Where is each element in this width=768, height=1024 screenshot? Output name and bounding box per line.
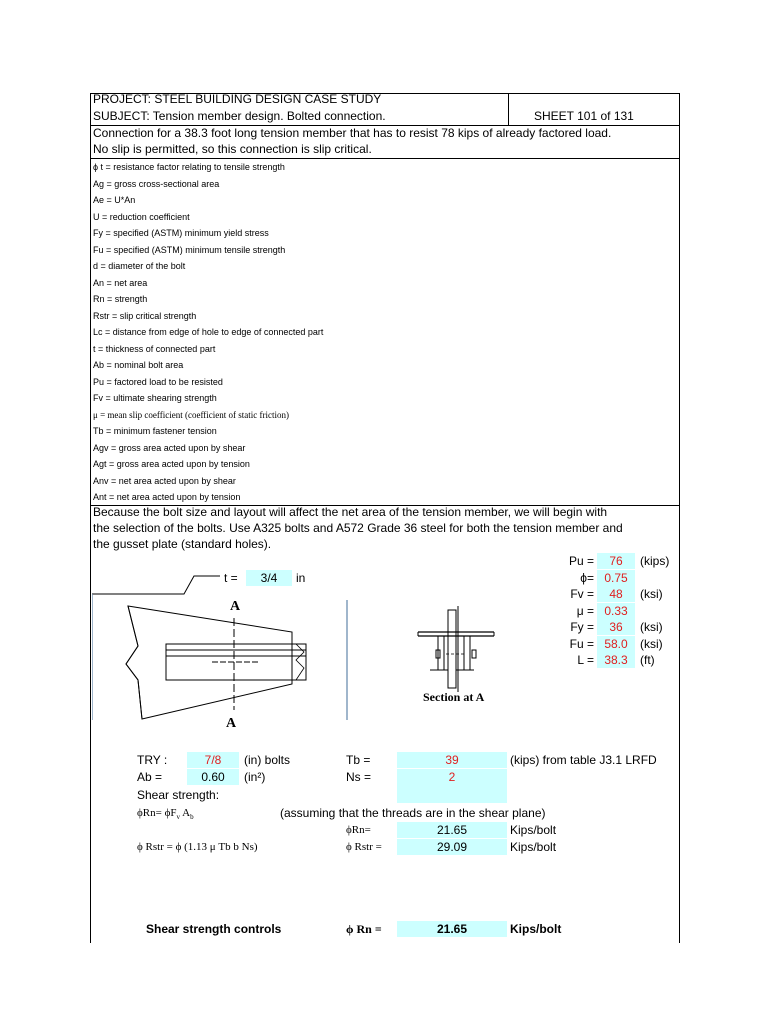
- tb-value: 39: [397, 752, 507, 768]
- result-value: 21.65: [397, 921, 507, 937]
- rn-formula: $\phi Rn= \phi F_v$ $A_b$: [137, 807, 194, 822]
- param-unit: (ksi): [640, 620, 663, 634]
- intro-line-1: Connection for a 38.3 foot long tension member that has to resist 78 kips of already factored load.: [93, 126, 612, 140]
- param-label: μ =: [576, 603, 594, 618]
- paragraph-line-2: the selection of the bolts. Use A325 bolts and A572 Grade 36 steel for both the tension member and: [93, 521, 623, 535]
- ab-value: 0.60: [187, 769, 239, 785]
- param-label: L =: [577, 653, 594, 667]
- param-unit: (ksi): [640, 636, 663, 651]
- assumption-note: (assuming that the threads are in the shear plane): [280, 806, 546, 820]
- try-bolt-size: 7/8: [187, 752, 239, 768]
- rn-value: 21.65: [397, 822, 507, 838]
- definition-item: Anv = net area acted upon by shear: [93, 475, 236, 486]
- ns-extension-cell: [397, 785, 507, 803]
- definition-item: Lc = distance from edge of hole to edge of connected part: [93, 327, 324, 337]
- definition-item: An = net area: [93, 277, 148, 288]
- header-divider: [508, 93, 509, 126]
- rstr-value: 29.09: [397, 839, 507, 855]
- result-label: ϕ Rn =: [346, 922, 382, 936]
- sheet-number: SHEET 101 of 131: [534, 109, 634, 123]
- try-unit: (in) bolts: [244, 753, 291, 767]
- project-title: PROJECT: STEEL BUILDING DESIGN CASE STUDY: [93, 92, 382, 106]
- definition-item: t = thickness of connected part: [93, 343, 216, 354]
- param-unit: (kips): [640, 554, 670, 568]
- intro-line-2: No slip is permitted, so this connection is slip critical.: [93, 142, 372, 156]
- param-label: Fu =: [569, 636, 594, 651]
- ns-value: 2: [397, 769, 507, 785]
- param-label: Fv =: [570, 587, 594, 601]
- shear-strength-label: Shear strength:: [137, 788, 220, 802]
- rstr-formula: ϕ Rstr = ϕ (1.13 μ Tb b Ns): [137, 841, 258, 853]
- paragraph-line-1: Because the bolt size and layout will affect the net area of the tension member, we will begin with: [93, 505, 608, 519]
- ab-unit: (in²): [244, 770, 266, 784]
- rn-label: ϕRn=: [346, 824, 371, 836]
- connection-elevation-drawing: [92, 570, 352, 740]
- rstr-unit: Kips/bolt: [510, 840, 557, 854]
- thickness-unit: in: [296, 571, 306, 585]
- result-unit: Kips/bolt: [510, 922, 562, 936]
- definition-item: Ae = U*An: [93, 195, 136, 205]
- definition-item: μ = mean slip coefficient (coefficient of static friction): [93, 409, 289, 420]
- try-label: TRY :: [137, 753, 168, 767]
- definition-item: Ag = gross cross-sectional area: [93, 178, 220, 189]
- param-label: Pu =: [568, 554, 594, 568]
- definition-item: Tb = minimum fastener tension: [93, 426, 217, 436]
- definition-item: ϕ t = resistance factor relating to tensile strength: [93, 162, 285, 172]
- param-value: 58.0: [597, 636, 635, 652]
- definition-item: Fu = specified (ASTM) minimum tensile strength: [93, 244, 286, 255]
- param-value: 0.33: [597, 603, 635, 619]
- subject-title: SUBJECT: Tension member design. Bolted connection.: [93, 109, 386, 123]
- definition-item: Fy = specified (ASTM) minimum yield stress: [93, 228, 269, 238]
- param-value: 36: [597, 619, 635, 635]
- section-caption: Section at A: [423, 690, 485, 704]
- ab-label: Ab =: [137, 770, 163, 784]
- section-label-bottom: A: [225, 716, 237, 731]
- definition-item: U = reduction coefficient: [93, 211, 190, 222]
- param-label: Fy =: [570, 620, 594, 634]
- rstr-label: ϕ Rstr =: [346, 841, 382, 853]
- section-label-top: A: [229, 599, 241, 614]
- definition-item: Ant = net area acted upon by tension: [93, 492, 241, 502]
- param-unit: (ksi): [640, 587, 663, 601]
- ns-label: Ns =: [346, 770, 372, 784]
- param-label: ϕ=: [580, 570, 594, 585]
- param-unit: (ft): [640, 653, 655, 667]
- definition-item: Ab = nominal bolt area: [93, 360, 184, 370]
- param-value: 76: [597, 553, 635, 569]
- definition-item: Agt = gross area acted upon by tension: [93, 459, 250, 469]
- rn-unit: Kips/bolt: [510, 823, 557, 837]
- definition-item: Agv = gross area acted upon by shear: [93, 442, 246, 453]
- thickness-label: t =: [224, 571, 238, 585]
- tb-unit: (kips) from table J3.1 LRFD: [510, 753, 657, 767]
- paragraph-line-3: the gusset plate (standard holes).: [93, 537, 272, 551]
- param-value: 0.75: [597, 570, 635, 586]
- definitions-list: [93, 159, 323, 506]
- thickness-value: 3/4: [246, 570, 292, 586]
- definition-item: Rn = strength: [93, 294, 148, 304]
- definition-item: Fv = ultimate shearing strength: [93, 393, 217, 403]
- definition-item: Pu = factored load to be resisted: [93, 376, 223, 387]
- tb-label: Tb =: [346, 753, 371, 767]
- result-title: Shear strength controls: [146, 922, 282, 936]
- definition-item: d = diameter of the bolt: [93, 261, 186, 271]
- definition-item: Rstr = slip critical strength: [93, 310, 197, 321]
- param-value: 48: [597, 586, 635, 602]
- param-value: 38.3: [597, 652, 635, 668]
